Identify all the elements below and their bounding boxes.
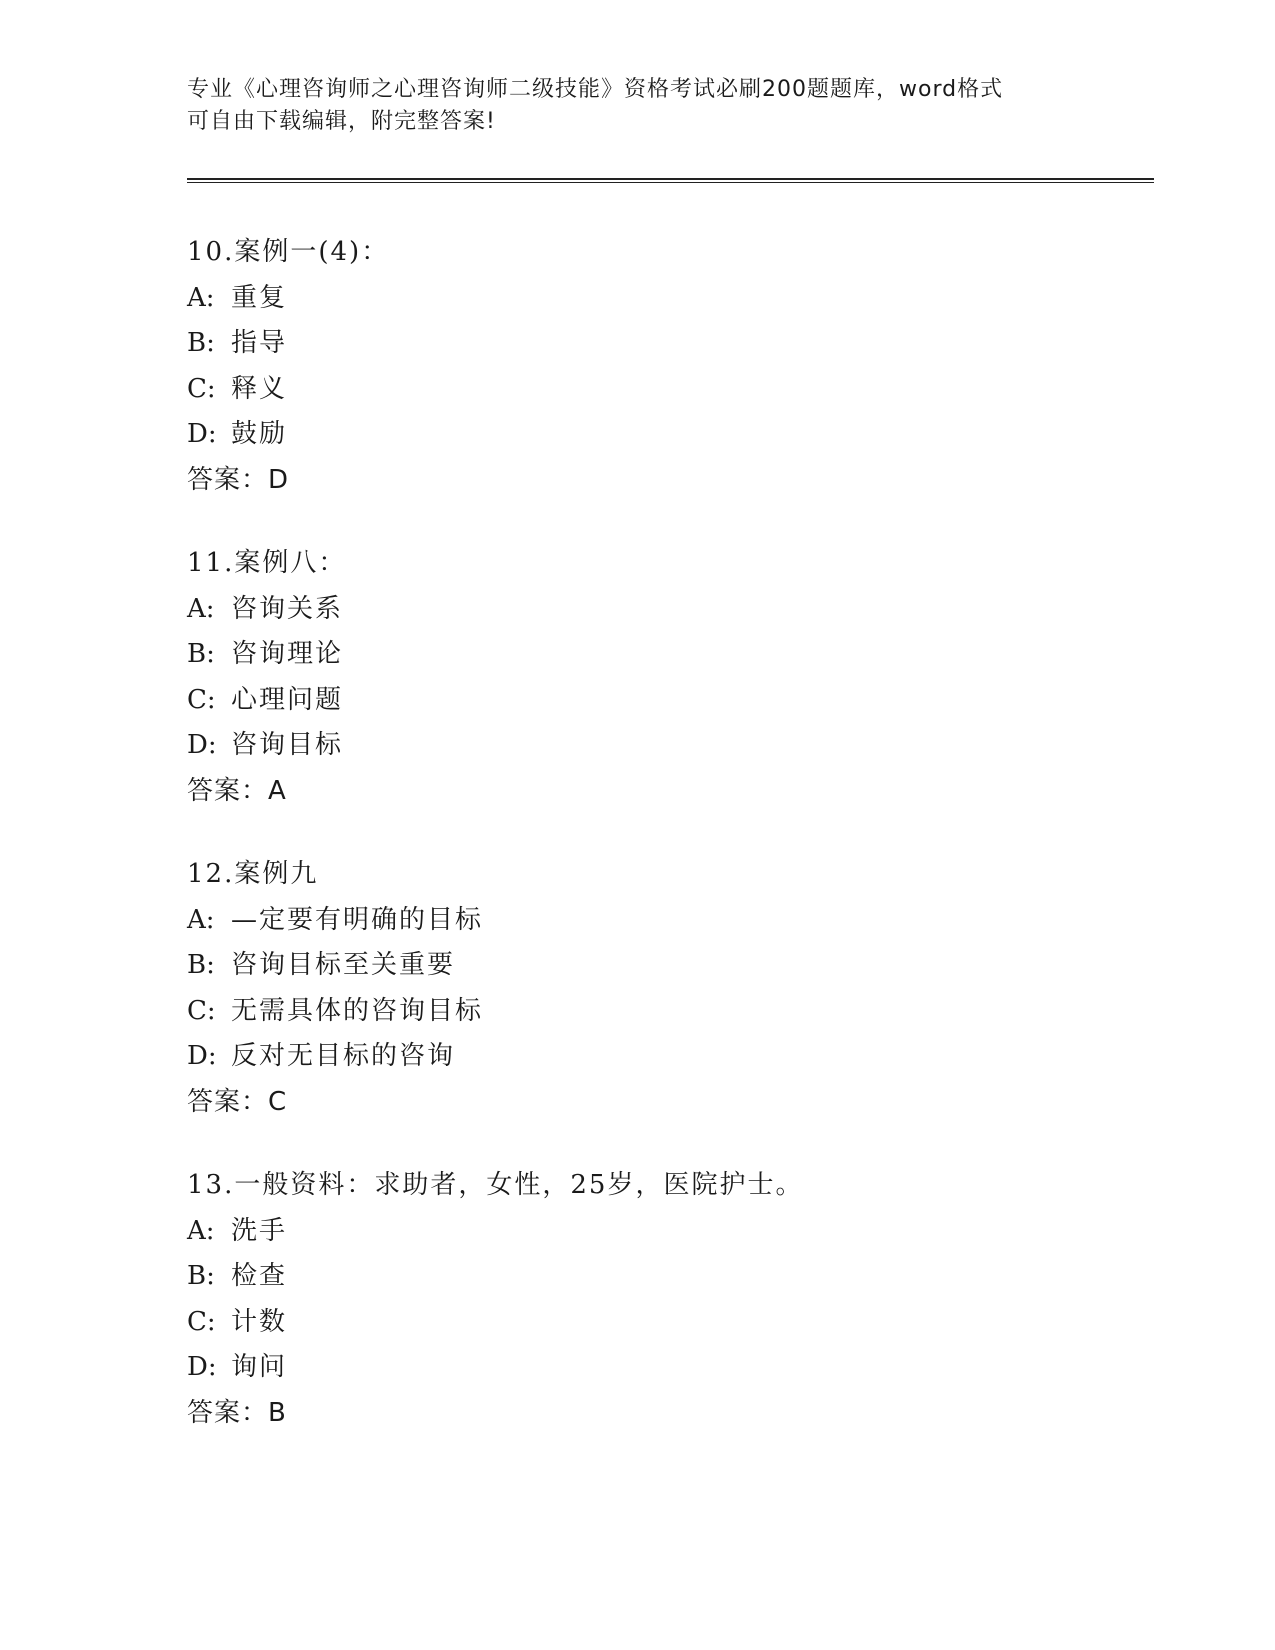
option-text: 指导: [231, 328, 288, 358]
option-text: 释义: [231, 373, 288, 404]
option-letter: B:: [187, 950, 215, 980]
option-text: 咨询目标至关重要: [231, 950, 456, 980]
option-letter: A:: [187, 282, 215, 313]
question-number: 11.: [187, 548, 235, 578]
option-text: 询问: [231, 1352, 288, 1382]
question-stem: [187, 230, 1147, 276]
header-line-2: 可自由下载编辑，附完整答案!: [187, 109, 496, 134]
option-letter: A:: [187, 904, 215, 935]
question-text: 案例一(4)：: [234, 237, 390, 267]
option-c: [187, 367, 1147, 413]
option-text: 计数: [231, 1306, 288, 1337]
option-text: 咨询理论: [231, 639, 344, 669]
answer-line: 答案：A: [187, 775, 287, 806]
option-letter: B:: [187, 639, 215, 669]
header-divider: [187, 178, 1154, 183]
option-text: 检查: [231, 1261, 288, 1291]
option-letter: D:: [187, 730, 217, 760]
option-text: 咨询目标: [231, 730, 344, 760]
question-number: 10.: [187, 237, 235, 267]
option-a: [187, 587, 1147, 633]
option-d: [187, 723, 1147, 769]
question-13: [187, 1163, 1147, 1436]
option-c: [187, 678, 1147, 724]
option-letter: A:: [187, 1215, 215, 1246]
option-text: —定要有明确的目标: [231, 904, 484, 935]
option-text: 重复: [231, 282, 288, 313]
question-text: 案例九: [234, 859, 319, 889]
question-text: 一般资料：求助者，女性，25岁，医院护士。: [234, 1170, 804, 1200]
answer-line: 答案：B: [187, 1397, 287, 1428]
option-b: [187, 632, 1147, 678]
answer-line: 答案：D: [187, 464, 290, 495]
document-header: [187, 74, 1087, 138]
option-letter: D:: [187, 1352, 217, 1382]
question-11: [187, 541, 1147, 814]
option-d: [187, 1034, 1147, 1080]
option-text: 无需具体的咨询目标: [231, 995, 484, 1026]
option-a: [187, 1209, 1147, 1255]
option-d: [187, 1345, 1147, 1391]
header-line-1: 专业《心理咨询师之心理咨询师二级技能》资格考试必刷200题题库，word格式: [187, 77, 1004, 102]
option-text: 心理问题: [231, 684, 344, 715]
option-text: 鼓励: [231, 419, 288, 449]
option-d: [187, 412, 1147, 458]
question-10: [187, 230, 1147, 503]
option-letter: D:: [187, 419, 217, 449]
option-letter: C:: [187, 684, 216, 715]
question-list: [187, 230, 1147, 1474]
question-text: 案例八：: [234, 548, 347, 578]
option-letter: C:: [187, 995, 216, 1026]
option-text: 洗手: [231, 1215, 288, 1246]
option-text: 反对无目标的咨询: [231, 1041, 456, 1071]
option-letter: C:: [187, 373, 216, 404]
option-c: [187, 1300, 1147, 1346]
question-12: [187, 852, 1147, 1125]
option-b: [187, 321, 1147, 367]
option-letter: C:: [187, 1306, 216, 1337]
question-stem: [187, 852, 1147, 898]
option-letter: B:: [187, 1261, 215, 1291]
question-stem: [187, 541, 1147, 587]
question-number: 12.: [187, 859, 235, 889]
option-letter: D:: [187, 1041, 217, 1071]
question-number: 13.: [187, 1170, 235, 1200]
question-stem: [187, 1163, 1147, 1209]
option-b: [187, 1254, 1147, 1300]
option-c: [187, 989, 1147, 1035]
option-letter: B:: [187, 328, 215, 358]
option-letter: A:: [187, 593, 215, 624]
option-a: [187, 276, 1147, 322]
option-text: 咨询关系: [231, 593, 344, 624]
option-b: [187, 943, 1147, 989]
answer-line: 答案：C: [187, 1086, 288, 1117]
option-a: [187, 898, 1147, 944]
